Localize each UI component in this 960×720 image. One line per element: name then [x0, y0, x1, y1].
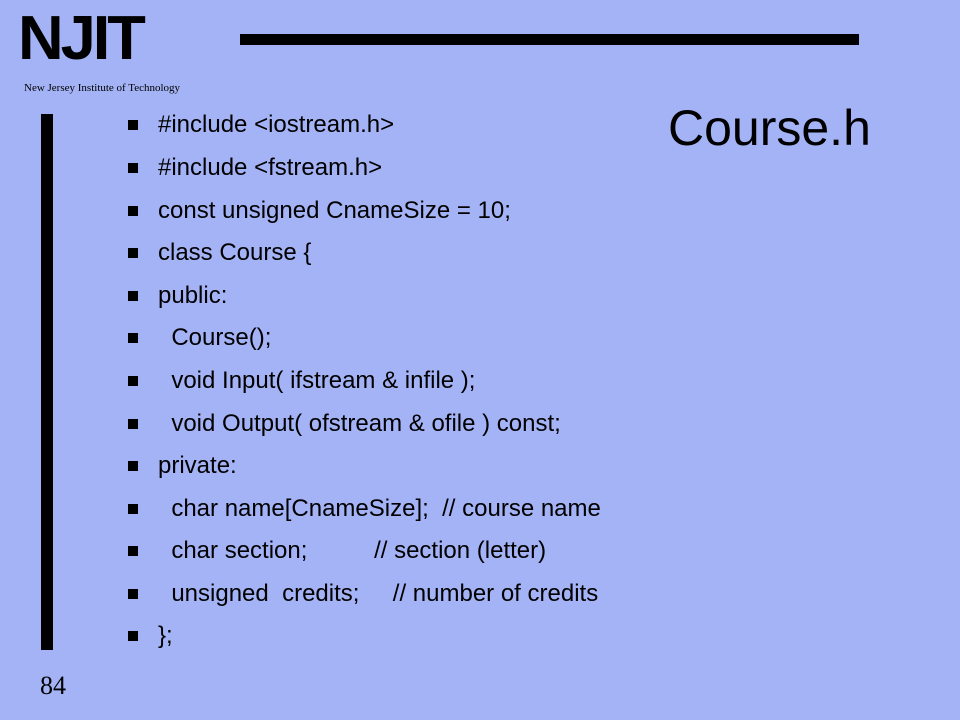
- code-line: const unsigned CnameSize = 10;: [158, 197, 511, 224]
- list-item: [0, 617, 760, 657]
- list-item: [0, 405, 760, 445]
- top-divider-bar: [240, 34, 859, 45]
- list-item: [0, 362, 760, 402]
- diamond-bullet-icon: [127, 205, 139, 217]
- logo-wordmark: NJIT: [18, 4, 143, 73]
- list-item: [0, 277, 760, 317]
- diamond-bullet-icon: [127, 418, 139, 430]
- code-line: };: [158, 622, 173, 649]
- code-line: void Input( ifstream & infile );: [158, 367, 476, 394]
- list-item: [0, 234, 760, 274]
- slide-title: Course.h: [668, 100, 871, 156]
- list-item: [0, 532, 760, 572]
- diamond-bullet-icon: [127, 545, 139, 557]
- diamond-bullet-icon: [127, 247, 139, 259]
- list-item: [0, 490, 760, 530]
- code-line: Course();: [158, 324, 272, 351]
- code-line: #include <fstream.h>: [158, 154, 383, 181]
- diamond-bullet-icon: [127, 630, 139, 642]
- code-line: char name[CnameSize]; // course name: [158, 495, 601, 522]
- list-item: [0, 192, 760, 232]
- diamond-bullet-icon: [127, 119, 139, 131]
- code-line: unsigned credits; // number of credits: [158, 580, 599, 607]
- code-line: public:: [158, 282, 228, 309]
- list-item: [0, 106, 760, 146]
- code-line: class Course {: [158, 239, 312, 266]
- list-item: [0, 319, 760, 359]
- slide-number: 84: [40, 671, 66, 700]
- njit-logo: [18, 4, 188, 100]
- diamond-bullet-icon: [127, 162, 139, 174]
- code-line: char section; // section (letter): [158, 537, 547, 564]
- list-item: [0, 447, 760, 487]
- diamond-bullet-icon: [127, 332, 139, 344]
- code-line: private:: [158, 452, 237, 479]
- list-item: [0, 149, 760, 189]
- logo-subtitle: New Jersey Institute of Technology: [24, 82, 181, 94]
- code-line: void Output( ofstream & ofile ) const;: [158, 410, 561, 437]
- diamond-bullet-icon: [127, 460, 139, 472]
- diamond-bullet-icon: [127, 503, 139, 515]
- code-line: #include <iostream.h>: [158, 111, 395, 138]
- diamond-bullet-icon: [127, 375, 139, 387]
- diamond-bullet-icon: [127, 588, 139, 600]
- list-item: [0, 575, 760, 615]
- diamond-bullet-icon: [127, 290, 139, 302]
